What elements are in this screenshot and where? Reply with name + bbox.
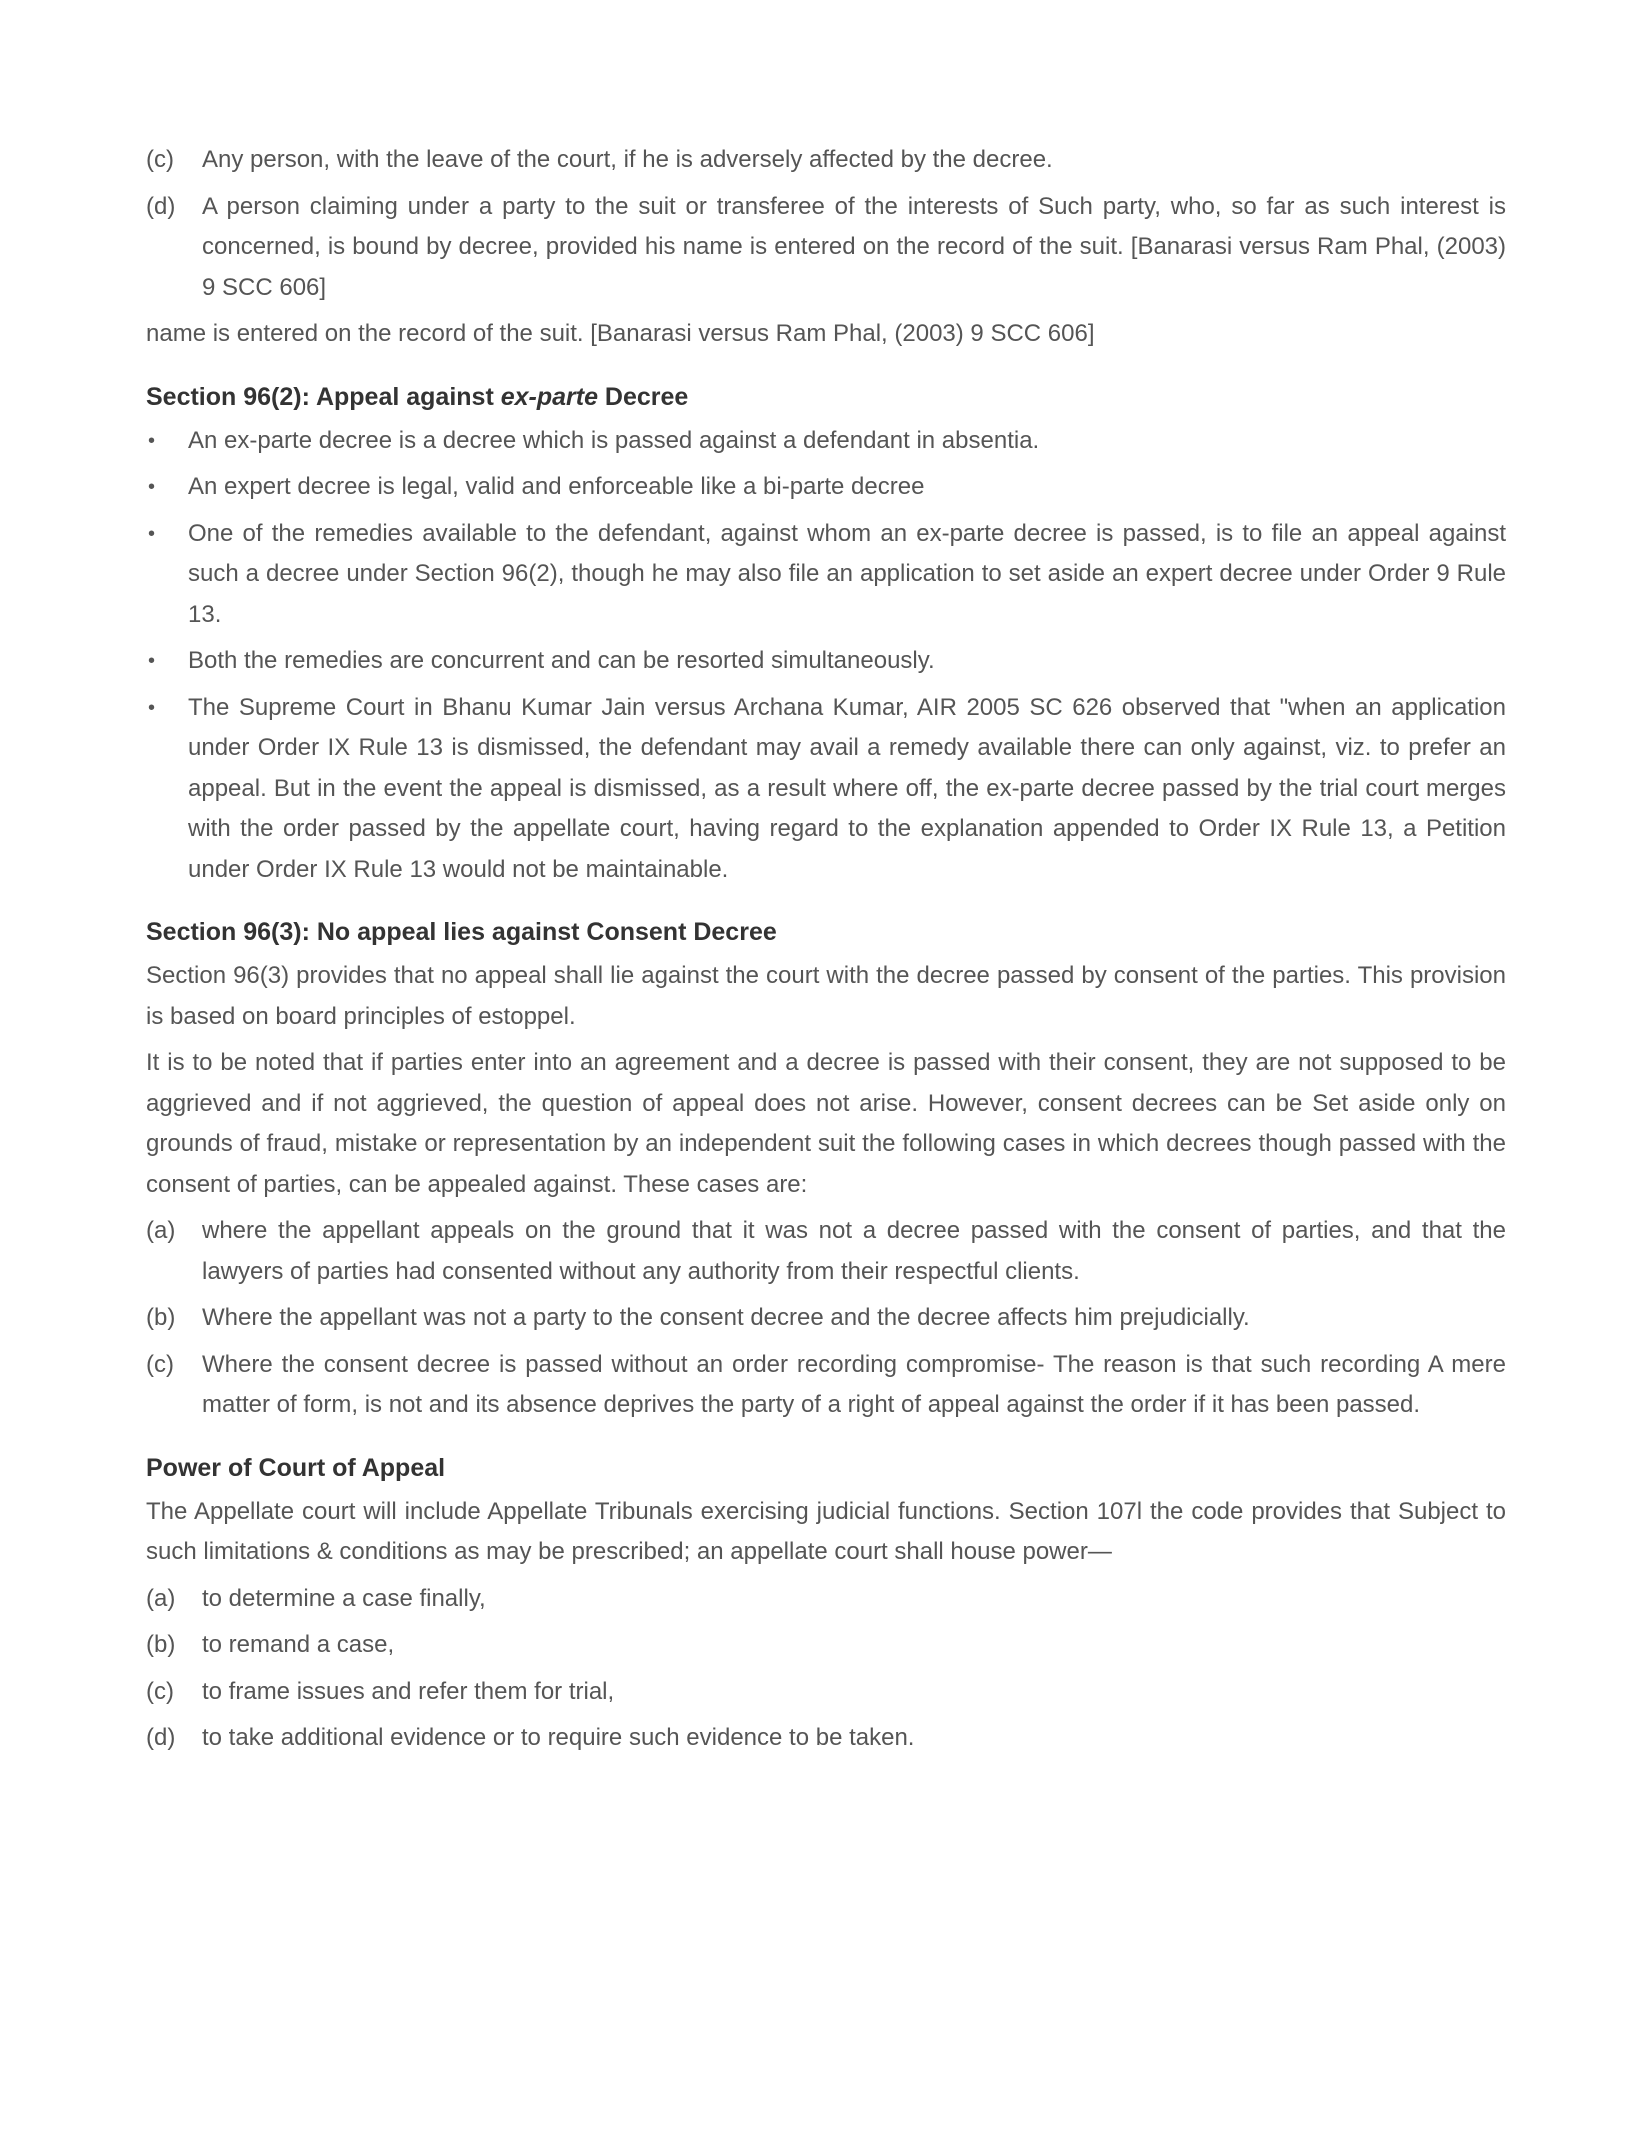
bullet-item [146, 421, 1506, 462]
bullet-icon: • [148, 429, 156, 452]
heading-emphasis: ex-parte [500, 382, 598, 411]
consent-item-b [146, 1298, 1506, 1339]
section-heading-power: Power of Court of Appeal [146, 1453, 446, 1482]
list-item-text: to take additional evidence or to require such evidence to be taken. [202, 1724, 915, 1751]
list-item-text: A person claiming under a party to the suit or transferee of the interests of Such party, who, so far as such interest is concerned, is bound by decree, provided his name is entered on the record of the suit. [Banarasi versus Ram Phal, (2003) 9 SCC 606] [202, 192, 1506, 301]
list-marker: (b) [146, 1304, 176, 1331]
intro-item-c [146, 140, 1506, 181]
list-item-text: to determine a case finally, [202, 1584, 486, 1612]
section-heading-consent: Section 96(3): No appeal lies against Consent Decree [146, 918, 777, 946]
section-heading-ex-parte [146, 377, 1506, 417]
list-marker: (d) [146, 1724, 176, 1751]
list-marker: (a) [146, 1584, 176, 1612]
intro-item-d [146, 187, 1506, 309]
bullet-text: An expert decree is legal, valid and enforceable like a bi-parte decree [188, 473, 925, 500]
bullet-item [146, 467, 1506, 508]
list-marker: (c) [146, 1677, 174, 1705]
bullet-text: One of the remedies available to the defendant, against whom an ex-parte decree is passed, is to file an appeal against such a decree under Section 96(2), though he may also file an application to set aside an expert decree under Order 9 Rule 13. [188, 519, 1506, 628]
document-content [146, 140, 1506, 1759]
bullet-icon: • [148, 476, 156, 498]
power-paragraph: The Appellate court will include Appellate Tribunals exercising judicial functions. Section 107l the code provides that Subject to such limitations & conditions as may be prescribed; an appellate court shall house power— [146, 1497, 1506, 1565]
intro-tail-paragraph: name is entered on the record of the suit. [Banarasi versus Ram Phal, (2003) 9 SCC 606] [146, 320, 1095, 347]
list-item-text: Where the consent decree is passed without an order recording compromise- The reason is that such recording A mere matter of form, is not and its absence deprives the party of a right of appeal against the order if it has been passed. [202, 1350, 1506, 1418]
list-item-text: Where the appellant was not a party to the consent decree and the decree affects him prejudicially. [202, 1304, 1250, 1331]
list-item-text: Any person, with the leave of the court, if he is adversely affected by the decree. [202, 146, 1053, 173]
list-item-text: to remand a case, [202, 1631, 395, 1658]
consent-paragraph-2: It is to be noted that if parties enter into an agreement and a decree is passed with their consent, they are not supposed to be aggrieved and if not aggrieved, the question of appeal does not arise. However, consent decrees can be Set aside only on grounds of fraud, mistake or representation by an independent suit the following cases in which decrees though passed with the consent of parties, can be appealed against. These cases are: [146, 1049, 1506, 1198]
power-item-d [146, 1718, 1506, 1759]
consent-item-c [146, 1345, 1506, 1426]
bullet-text: An ex-parte decree is a decree which is passed against a defendant in absentia. [188, 426, 1040, 454]
list-item-text: to frame issues and refer them for trial, [202, 1677, 615, 1705]
power-item-a [146, 1579, 1506, 1620]
power-item-b [146, 1625, 1506, 1666]
power-item-c [146, 1672, 1506, 1713]
heading-text: Section 96(2): Appeal against [146, 382, 501, 411]
heading-text: Decree [597, 382, 689, 411]
list-marker: (d) [146, 192, 176, 220]
list-marker: (c) [146, 146, 174, 173]
list-item-text: where the appellant appeals on the ground that it was not a decree passed with the consent of parties, and that the lawyers of parties had consented without any authority from their respectful clients. [202, 1217, 1506, 1285]
bullet-item [146, 514, 1506, 636]
list-marker: (b) [146, 1631, 176, 1658]
list-marker: (a) [146, 1217, 176, 1244]
bullet-icon: • [148, 650, 156, 672]
bullet-text: Both the remedies are concurrent and can be resorted simultaneously. [188, 647, 935, 674]
bullet-icon: • [148, 696, 156, 719]
list-marker: (c) [146, 1350, 174, 1378]
bullet-item [146, 688, 1506, 891]
bullet-item [146, 641, 1506, 682]
bullet-text: The Supreme Court in Bhanu Kumar Jain versus Archana Kumar, AIR 2005 SC 626 observed that "when an application under Order IX Rule 13 is dismissed, the defendant may avail a remedy available there can only against, viz. to prefer an appeal. But in the event the appeal is dismissed, as a result where off, the ex-parte decree passed by the trial court merges with the order passed by the appellate court, having regard to the explanation appended to Order IX Rule 13, a Petition under Order IX Rule 13 would not be maintainable. [188, 693, 1506, 883]
consent-paragraph-1: Section 96(3) provides that no appeal shall lie against the court with the decree passed by consent of the parties. This provision is based on board principles of estoppel. [146, 962, 1506, 1030]
consent-item-a [146, 1211, 1506, 1292]
bullet-icon: • [148, 522, 156, 545]
